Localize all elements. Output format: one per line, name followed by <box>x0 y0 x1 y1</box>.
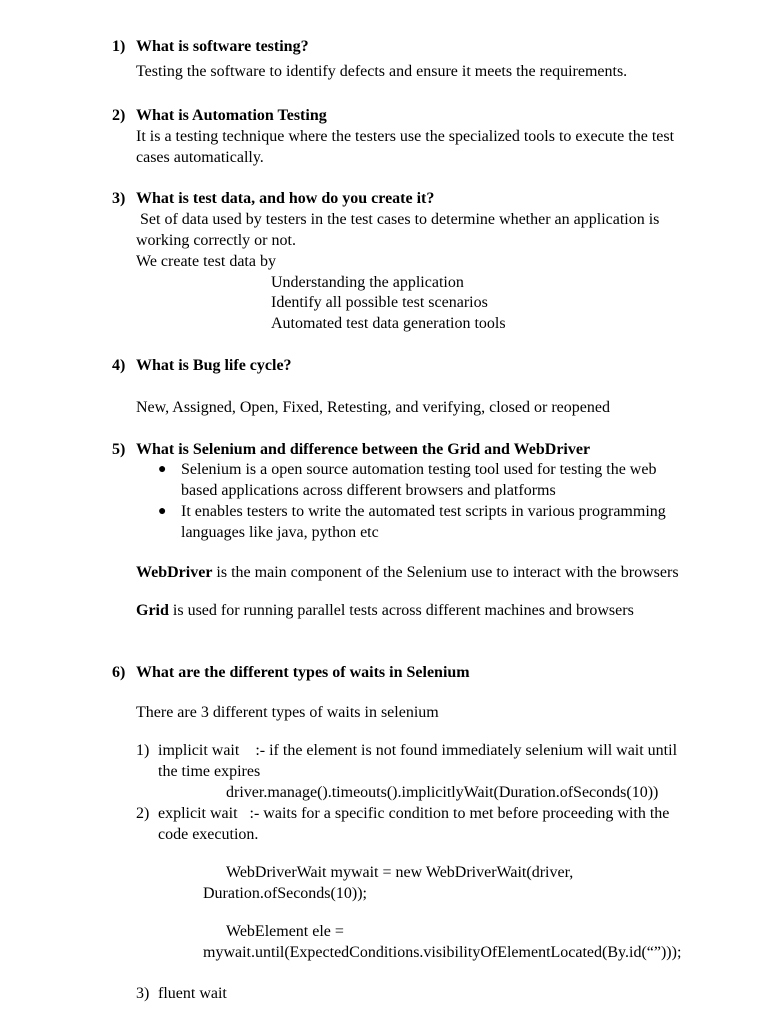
question-4-answer: New, Assigned, Open, Fixed, Retesting, and verifying, closed or reopened <box>136 399 610 416</box>
question-3-answer-line: We create test data by <box>136 253 276 270</box>
question-4-title: What is Bug life cycle? <box>136 357 292 374</box>
webdriver-definition <box>136 563 679 583</box>
wait-1-line: the time expires <box>158 763 261 780</box>
question-1-number: 1) <box>112 38 126 55</box>
question-3-method-item: Automated test data generation tools <box>271 315 506 332</box>
wait-2-line: code execution. <box>158 826 259 843</box>
bullet-icon: ● <box>158 504 167 519</box>
question-3-number: 3) <box>112 190 126 207</box>
question-5-bullet-line: It enables testers to write the automated test scripts in various programming <box>181 503 666 520</box>
wait-1-code: driver.manage().timeouts().implicitlyWait(Duration.ofSeconds(10)) <box>226 784 659 801</box>
question-2-title: What is Automation Testing <box>136 107 327 124</box>
question-1-answer: Testing the software to identify defects and ensure it meets the requirements. <box>136 63 628 80</box>
question-3-method-item: Identify all possible test scenarios <box>271 294 488 311</box>
wait-1-number: 1) <box>136 742 150 759</box>
wait-2-line: explicit wait :- waits for a specific condition to met before proceeding with the <box>158 805 670 822</box>
grid-text: is used for running parallel tests across different machines and browsers <box>168 602 634 619</box>
webdriver-term: WebDriver <box>136 564 213 581</box>
question-2-answer-line: cases automatically. <box>136 149 264 166</box>
wait-2-code: mywait.until(ExpectedConditions.visibilityOfElementLocated(By.id(“”))); <box>203 944 682 961</box>
wait-1-line: implicit wait :- if the element is not found immediately selenium will wait until <box>158 742 678 759</box>
question-5-bullet-line: languages like java, python etc <box>181 524 379 541</box>
question-5-number: 5) <box>112 441 126 458</box>
question-5-title: What is Selenium and difference between the Grid and WebDriver <box>136 441 591 458</box>
wait-2-code: WebDriverWait mywait = new WebDriverWait(driver, <box>226 864 574 881</box>
question-3-method-item: Understanding the application <box>271 274 464 291</box>
wait-2-number: 2) <box>136 805 150 822</box>
question-3-title: What is test data, and how do you create it? <box>136 190 435 207</box>
wait-3-number: 3) <box>136 985 150 1002</box>
question-3-answer-line: Set of data used by testers in the test cases to determine whether an application is <box>136 211 660 228</box>
question-5-bullet-line: Selenium is a open source automation testing tool used for testing the web <box>181 461 657 478</box>
question-6-intro: There are 3 different types of waits in selenium <box>136 704 439 721</box>
question-4-number: 4) <box>112 357 126 374</box>
question-6-number: 6) <box>112 664 126 681</box>
grid-definition <box>136 601 634 621</box>
question-1-title: What is software testing? <box>136 38 309 55</box>
question-6-title: What are the different types of waits in Selenium <box>136 664 470 681</box>
question-2-answer-line: It is a testing technique where the testers use the specialized tools to execute the test <box>136 128 675 145</box>
wait-2-code: Duration.ofSeconds(10)); <box>203 885 367 902</box>
grid-term: Grid <box>136 602 169 619</box>
question-3-answer-line: working correctly or not. <box>136 232 296 249</box>
question-5-bullet-line: based applications across different browsers and platforms <box>181 482 556 499</box>
wait-3-line: fluent wait <box>158 985 227 1002</box>
webdriver-text: is the main component of the Selenium use to interact with the browsers <box>212 564 679 581</box>
bullet-icon: ● <box>158 462 167 477</box>
question-2-number: 2) <box>112 107 126 124</box>
wait-2-code: WebElement ele = <box>226 923 344 940</box>
